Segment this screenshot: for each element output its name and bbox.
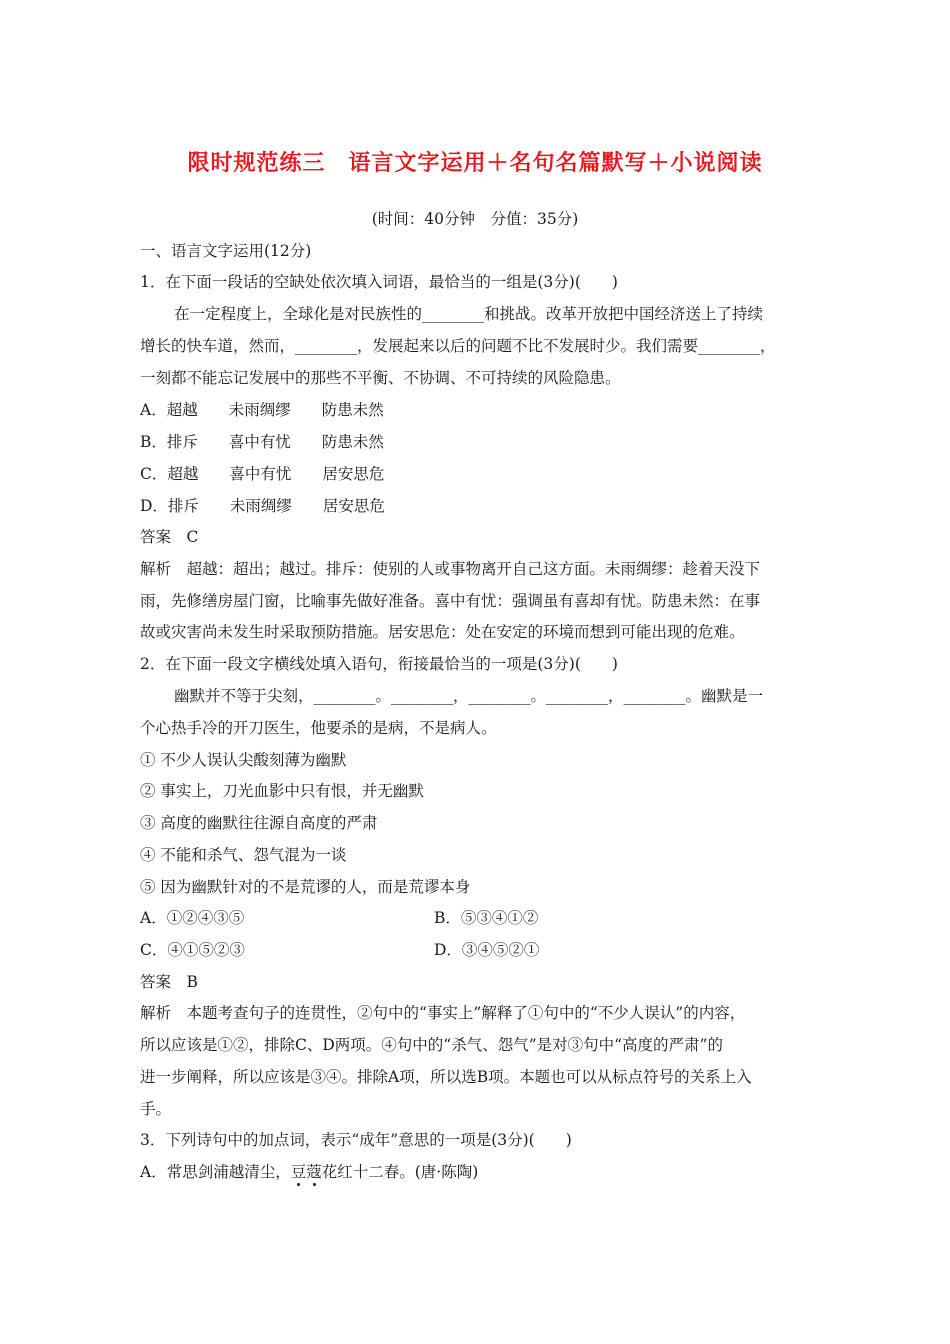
question-2-stem: 2．在下面一段文字横线处填入语句，衔接最恰当的一项是(3分)( )	[140, 655, 618, 673]
question-2-sentence-3: ③ 高度的幽默往往源自高度的严肃	[140, 814, 378, 832]
question-2-analysis-line: 进一步阐释，所以应该是③④。排除A项，所以选B项。本题也可以从标点符号的关系上入	[140, 1068, 752, 1086]
question-2-sentence-1: ① 不少人误认尖酸刻薄为幽默	[140, 751, 347, 769]
question-2-option-b: B．⑤③④①②	[434, 909, 539, 927]
question-3-stem: 3．下列诗句中的加点词，表示“成年”意思的一项是(3分)( )	[140, 1131, 572, 1149]
question-1-analysis-line: 故或灾害尚未发生时采取预防措施。居安思危：处在安定的环境而想到可能出现的危难。	[140, 623, 745, 641]
question-1-analysis-line: 雨，先修缮房屋门窗，比喻事先做好准备。喜中有忧：强调虽有喜却有忧。防患未然：在事	[140, 592, 761, 610]
emphasis-dot	[297, 1183, 300, 1186]
question-1-passage-line: 一刻都不能忘记发展中的那些不平衡、不协调、不可持续的风险隐患。	[140, 369, 621, 387]
question-1-option-c: C．超越 喜中有忧 居安思危	[140, 465, 385, 483]
page-title: 限时规范练三 语言文字运用＋名句名篇默写＋小说阅读	[187, 151, 763, 176]
question-1-option-a: A．超越 未雨绸缪 防患未然	[140, 401, 384, 419]
question-1-passage-line: 增长的快车道，然而，________，发展起来以后的问题不比不发展时少。我们需要________，	[140, 337, 776, 355]
question-1-option-d: D．排斥 未雨绸缪 居安思危	[140, 497, 385, 515]
question-2-sentence-2: ② 事实上，刀光血影中只有恨，并无幽默	[140, 782, 424, 800]
question-3-option-a-text-rest: 花红十二春。(唐·陈陶)	[321, 1163, 479, 1181]
dotted-word	[291, 1162, 322, 1182]
question-1-analysis-line: 解析 超越：超出；越过。排斥：使别的人或事物离开自己这方面。未雨绸缪：趁着天没下	[140, 560, 761, 578]
question-2-option-d: D．③④⑤②①	[434, 941, 540, 959]
question-1-passage-line: 在一定程度上，全球化是对民族性的________和挑战。改革开放把中国经济送上了持续	[174, 305, 764, 323]
question-2-passage-line: 幽默并不等于尖刻，________。________，________。________，________。幽默是一	[174, 687, 764, 705]
exam-meta: (时间：40分钟 分值：35分)	[371, 210, 579, 228]
dotted-word-text: 豆蔻	[290, 1163, 322, 1181]
question-2-sentence-5: ⑤ 因为幽默针对的不是荒谬的人，而是荒谬本身	[140, 878, 471, 896]
emphasis-dot	[313, 1183, 316, 1186]
question-2-sentence-4: ④ 不能和杀气、怨气混为一谈	[140, 846, 347, 864]
question-3-option-a	[140, 1162, 812, 1182]
question-2-analysis-line: 解析 本题考查句子的连贯性，②句中的“事实上”解释了①句中的“不少人误认”的内容，	[140, 1004, 746, 1022]
question-2-answer: 答案 B	[140, 973, 198, 991]
question-2-passage-line: 个心热手冷的开刀医生，他要杀的是病，不是病人。	[140, 719, 497, 737]
question-2-analysis-line: 手。	[140, 1100, 172, 1118]
question-2-option-a: A．①②④③⑤	[140, 909, 245, 927]
question-2-option-c: C．④①⑤②③	[140, 941, 245, 959]
question-3-option-a-text: A．常思剑浦越清尘，	[140, 1163, 291, 1181]
question-1-answer: 答案 C	[140, 528, 199, 546]
section-heading: 一、语言文字运用(12分)	[140, 242, 312, 260]
question-1-stem: 1．在下面一段话的空缺处依次填入词语，最恰当的一组是(3分)( )	[140, 273, 618, 291]
question-2-analysis-line: 所以应该是①②，排除C、D两项。④句中的“杀气、怨气”是对③句中“高度的严肃”的	[140, 1036, 723, 1054]
question-1-option-b: B．排斥 喜中有忧 防患未然	[140, 433, 384, 451]
